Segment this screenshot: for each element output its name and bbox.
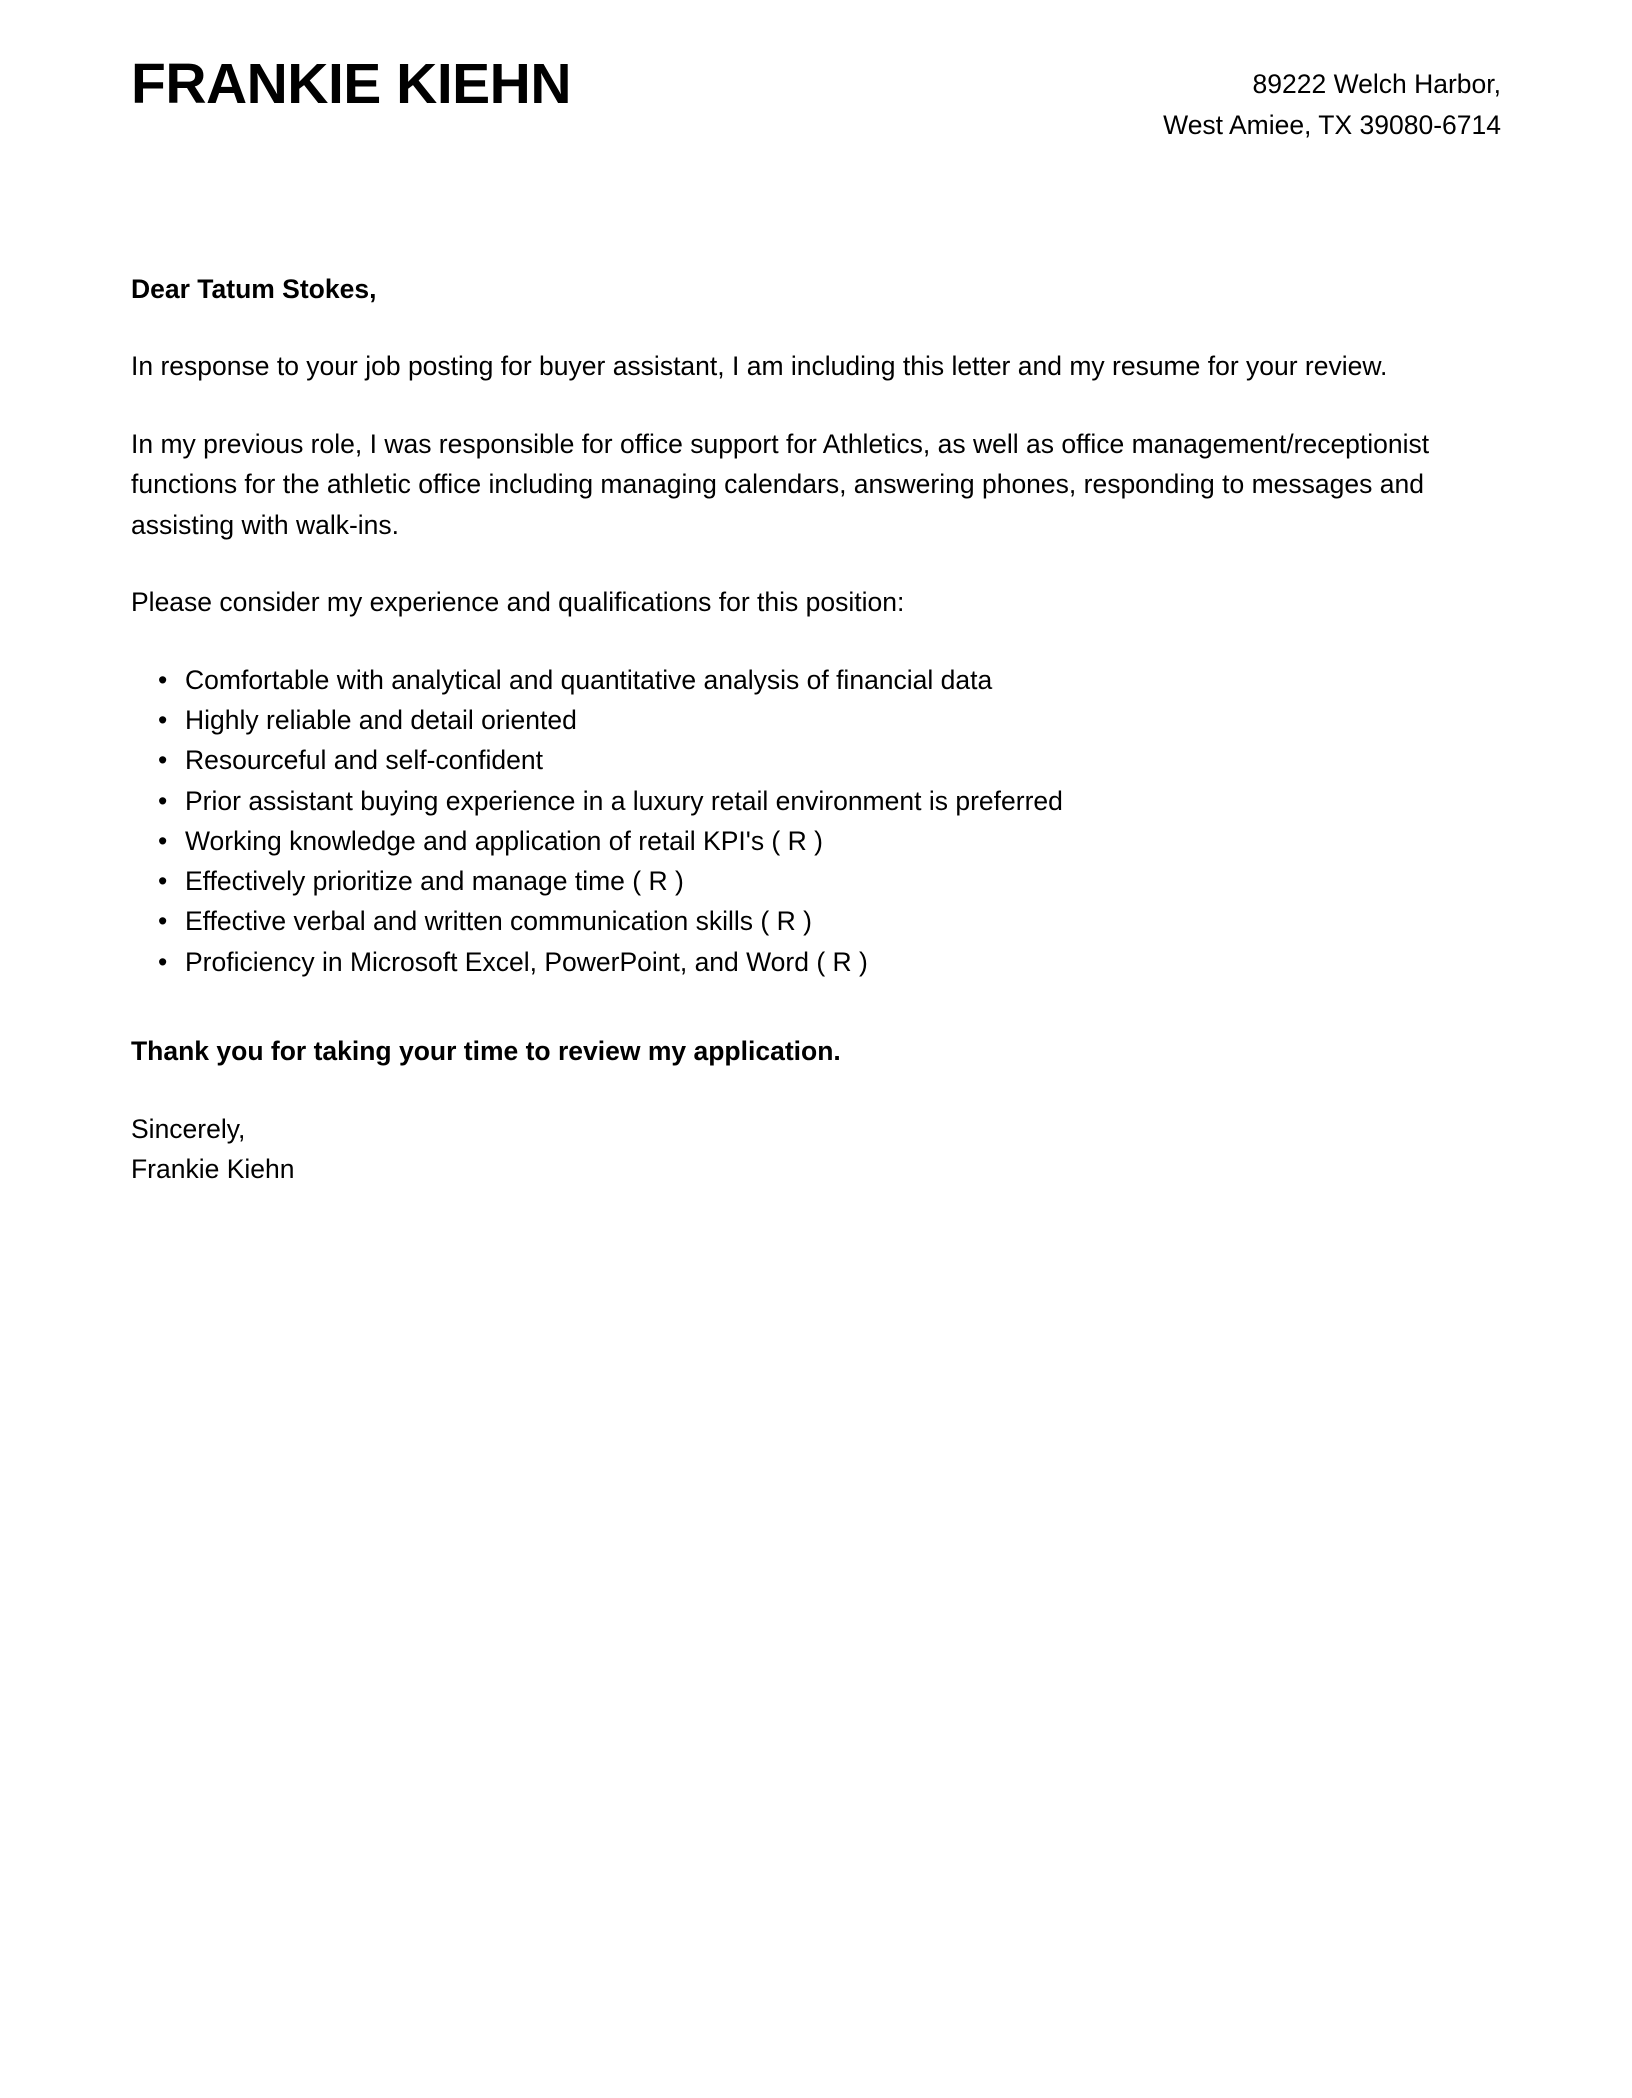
bullet-icon: • xyxy=(158,906,168,937)
list-item xyxy=(131,821,1501,861)
list-item xyxy=(131,781,1501,821)
valediction: Sincerely, xyxy=(131,1113,246,1144)
bullet-icon: • xyxy=(158,825,168,856)
qualifications-list xyxy=(131,660,1501,982)
letter-header xyxy=(131,0,1501,147)
list-item xyxy=(131,901,1501,941)
bullet-icon: • xyxy=(158,664,168,695)
bullet-icon: • xyxy=(158,745,168,776)
list-item-label: Highly reliable and detail oriented xyxy=(185,705,577,736)
list-item-label: Working knowledge and application of retail KPI's ( R ) xyxy=(185,825,823,856)
list-item xyxy=(131,740,1501,780)
address-line-1: 89222 Welch Harbor, xyxy=(1252,69,1501,99)
signoff-block xyxy=(131,1109,1501,1190)
page-title: FRANKIE KIEHN xyxy=(131,52,572,116)
list-item-label: Resourceful and self-confident xyxy=(185,745,543,776)
letter-body xyxy=(131,269,1501,1190)
body-paragraph-2: In my previous role, I was responsible for office support for Athletics, as well as office management/receptionist functions for the athletic office including managing calendars, answering phones, responding to messages and assisting with walk-ins. xyxy=(131,428,1430,540)
list-item xyxy=(131,942,1501,982)
sender-address-block xyxy=(1163,55,1501,147)
salutation: Dear Tatum Stokes, xyxy=(131,273,377,304)
bullet-icon: • xyxy=(158,866,168,897)
list-item-label: Comfortable with analytical and quantitative analysis of financial data xyxy=(185,664,993,695)
list-item-label: Effectively prioritize and manage time ( R ) xyxy=(185,866,684,897)
list-item-label: Prior assistant buying experience in a luxury retail environment is preferred xyxy=(185,785,1063,816)
bullet-icon: • xyxy=(158,705,168,736)
bullet-icon: • xyxy=(158,785,168,816)
letter-content xyxy=(131,0,1501,1190)
list-item-label: Effective verbal and written communication skills ( R ) xyxy=(185,906,812,937)
list-item xyxy=(131,660,1501,700)
body-paragraph-3: Please consider my experience and qualifications for this position: xyxy=(131,587,905,618)
bullet-icon: • xyxy=(158,946,168,977)
list-item-label: Proficiency in Microsoft Excel, PowerPoint, and Word ( R ) xyxy=(185,946,868,977)
list-item xyxy=(131,861,1501,901)
closing-statement: Thank you for taking your time to review my application. xyxy=(131,1035,841,1066)
address-line-2: West Amiee, TX 39080-6714 xyxy=(1163,110,1501,141)
list-item xyxy=(131,700,1501,740)
signature-name: Frankie Kiehn xyxy=(131,1154,295,1185)
body-paragraph-1: In response to your job posting for buyer assistant, I am including this letter and my resume for your review. xyxy=(131,351,1388,382)
